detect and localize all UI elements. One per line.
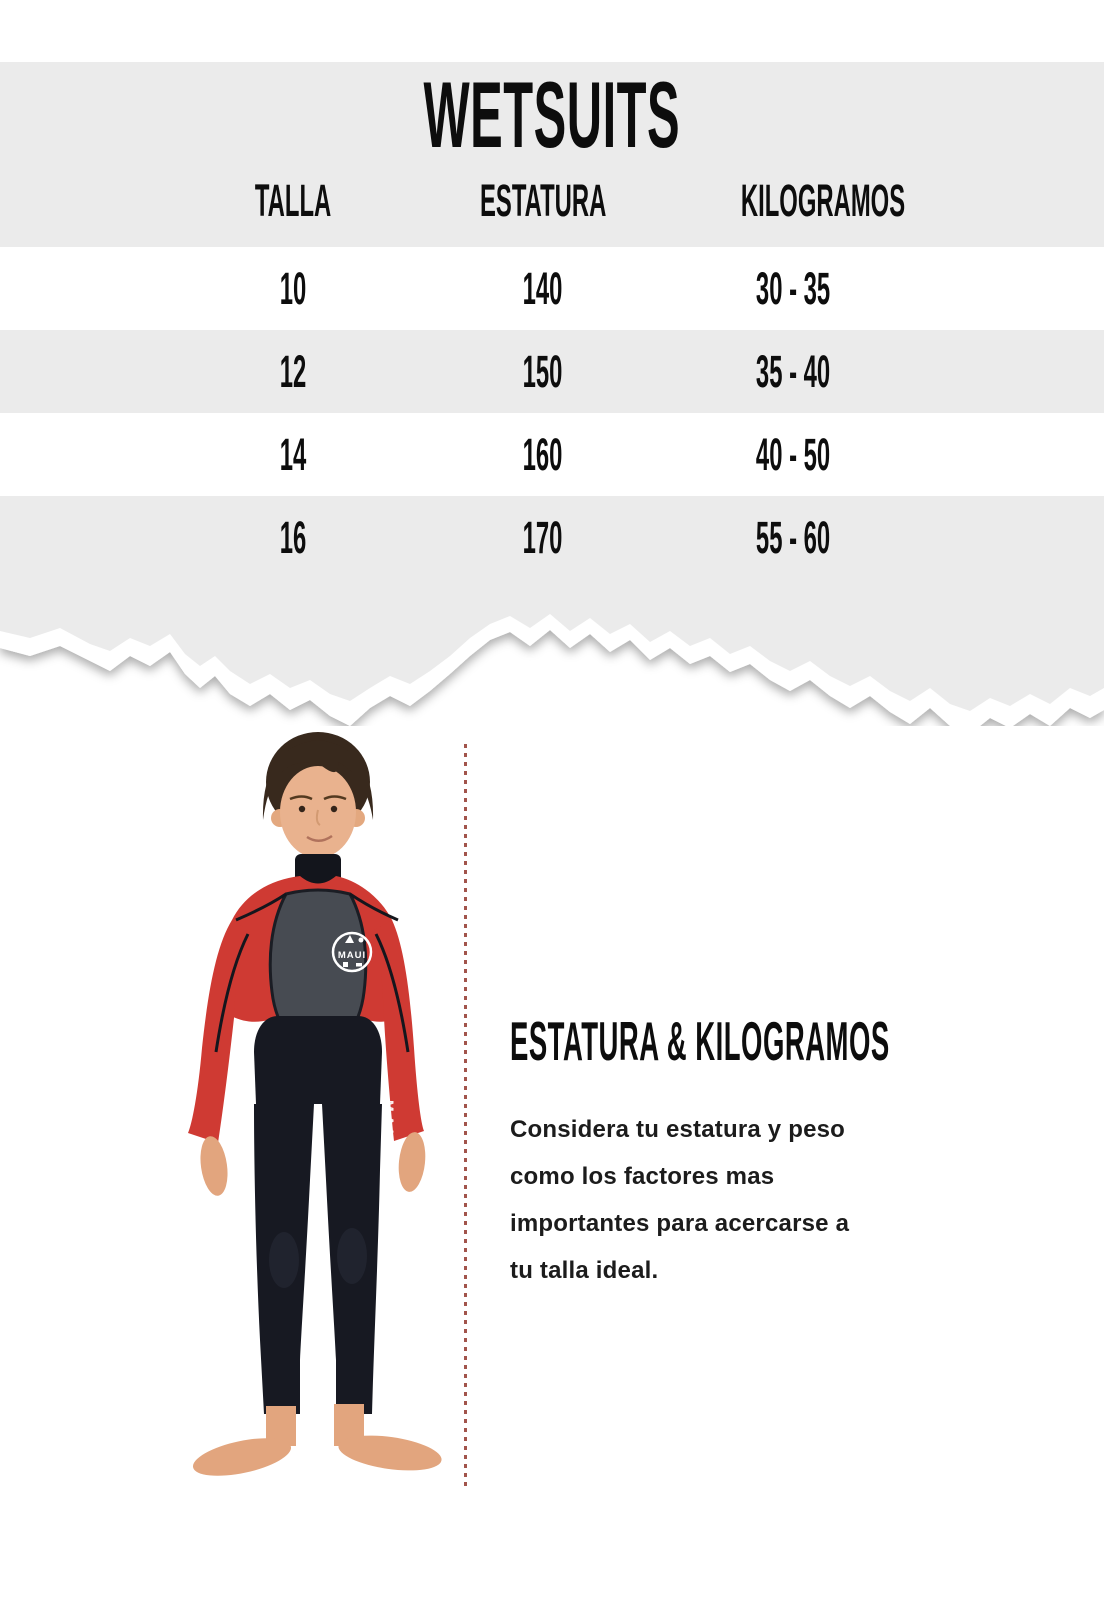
column-header-estatura: ESTATURA	[479, 175, 607, 226]
model-hand-right	[396, 1131, 428, 1193]
model-hand-left	[197, 1134, 231, 1197]
table-row	[0, 247, 1104, 330]
info-line: importantes para acercarse a	[510, 1210, 850, 1237]
table-header-row	[168, 175, 918, 226]
column-header-kilogramos: KILOGRAMOS	[740, 175, 906, 226]
cell-talla: 16	[279, 512, 307, 563]
cell-kilogramos: 55 - 60	[755, 512, 831, 563]
dotted-divider	[464, 744, 467, 1486]
wetsuit-hips	[254, 1016, 382, 1104]
column-header-talla: TALLA	[254, 175, 332, 226]
cell-talla: 10	[279, 263, 307, 314]
cell-kilogramos: 35 - 40	[755, 346, 831, 397]
table-row	[0, 330, 1104, 413]
info-line: como los factores mas	[510, 1163, 775, 1190]
cell-estatura: 170	[523, 512, 563, 563]
cell-kilogramos: 30 - 35	[755, 263, 831, 314]
table-row	[0, 496, 1104, 579]
cell-talla: 12	[279, 346, 307, 397]
cell-estatura: 160	[523, 429, 563, 480]
wetsuit-model-photo	[150, 700, 470, 1510]
page-title-text: WETSUITS	[423, 62, 681, 167]
info-line: Considera tu estatura y peso	[510, 1116, 846, 1143]
info-heading: ESTATURA & KILOGRAMOS	[510, 1010, 890, 1072]
svg-text:MAUI: MAUI	[337, 950, 367, 961]
info-line: tu talla ideal.	[510, 1257, 659, 1284]
cell-estatura: 140	[523, 263, 563, 314]
info-paragraph	[510, 1106, 970, 1294]
page-title	[0, 62, 1104, 167]
cell-talla: 14	[279, 429, 307, 480]
cell-estatura: 150	[523, 346, 563, 397]
table-row	[0, 413, 1104, 496]
cell-kilogramos: 40 - 50	[755, 429, 831, 480]
info-block	[510, 1012, 970, 1294]
maui-thigh-label: MAUI	[381, 1100, 397, 1152]
